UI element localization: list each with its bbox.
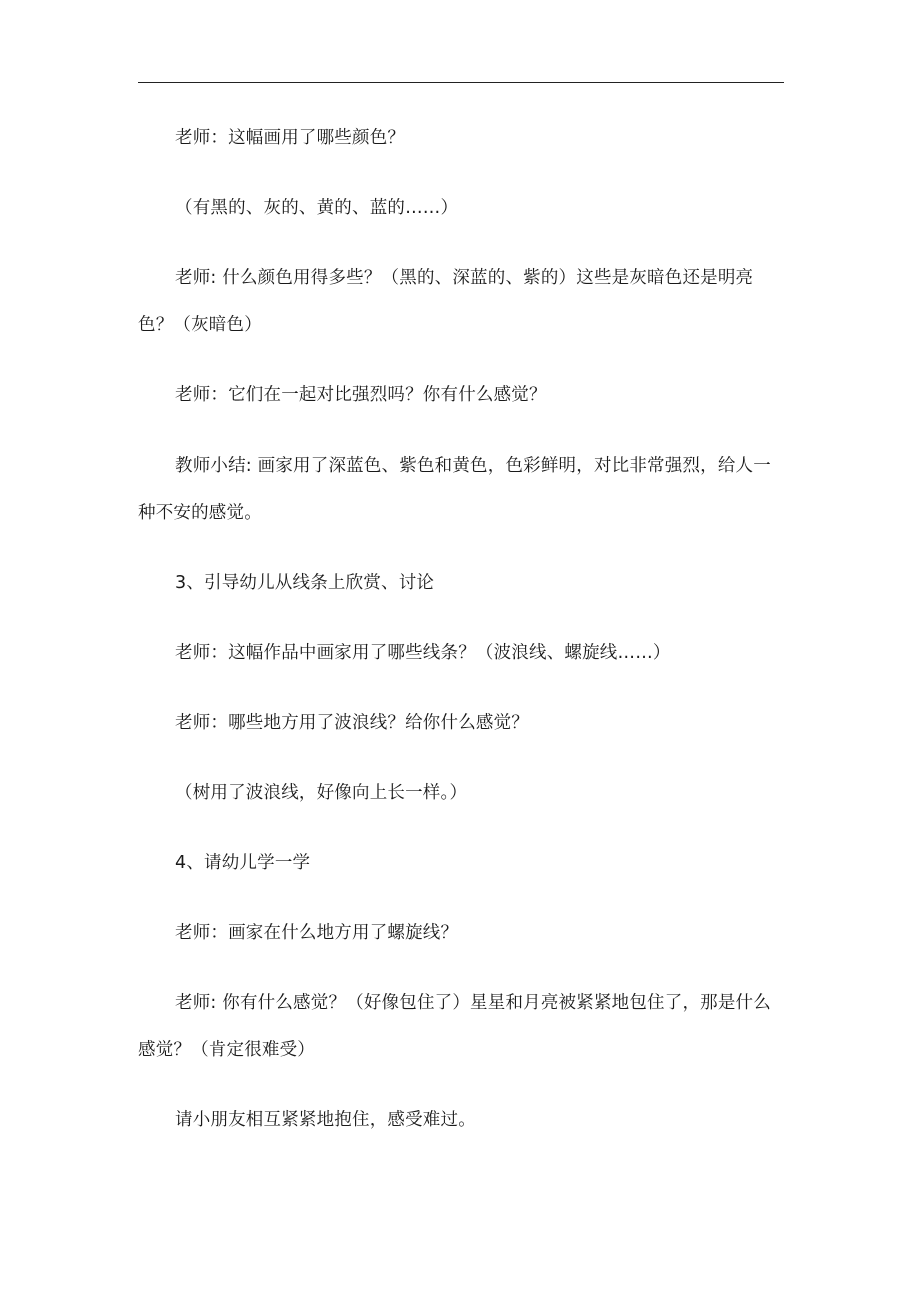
paragraph-12: 老师: 你有什么感觉？（好像包住了）星星和月亮被紧紧地包住了，那是什么感觉？（肯定很难受） <box>138 993 771 1060</box>
paragraph-3: 老师: 什么颜色用得多些？（黑的、深蓝的、紫的）这些是灰暗色还是明亮色？（灰暗色） <box>138 268 754 335</box>
paragraph-7: 老师：这幅作品中画家用了哪些线条？（波浪线、螺旋线……） <box>175 643 671 663</box>
paragraph-4: 老师：它们在一起对比强烈吗？你有什么感觉？ <box>175 385 547 405</box>
paragraph-13: 请小朋友相互紧紧地抱住，感受难过。 <box>175 1110 476 1130</box>
paragraph-11: 老师：画家在什么地方用了螺旋线？ <box>175 923 459 943</box>
paragraph-1: 老师：这幅画用了哪些颜色？ <box>175 128 406 148</box>
paragraph-8: 老师：哪些地方用了波浪线？给你什么感觉？ <box>175 713 529 733</box>
section-heading-3: 3、引导幼儿从线条上欣赏、讨论 <box>175 573 435 593</box>
header-rule <box>138 82 784 83</box>
paragraph-5: 教师小结: 画家用了深蓝色、紫色和黄色，色彩鲜明，对比非常强烈，给人一种不安的感觉。 <box>138 456 771 523</box>
section-heading-4: 4、请幼儿学一学 <box>175 853 311 873</box>
paragraph-2: （有黑的、灰的、黄的、蓝的……） <box>175 198 459 218</box>
paragraph-9: （树用了波浪线，好像向上长一样。） <box>175 783 468 803</box>
